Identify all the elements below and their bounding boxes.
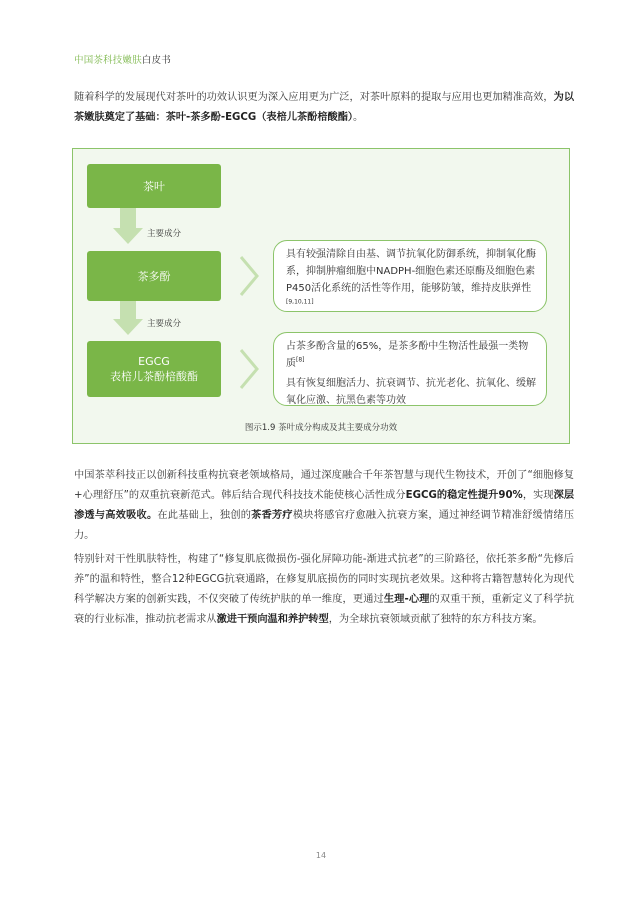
page-number: 14 [315,851,327,860]
p2-text-1: 特别针对干性肌肤特性，构建了“修复肌底微损伤-强化屏障功能-渐进式抗老”的三阶路径，依托茶多酚“先修后养”的温和特性，整合12种EGCG抗衰通路，在修复肌底损伤的同时实现抗老效果。这种将古籍智慧转化为现代科学解决方案的创新实践，不仅突破了传统护肤的单一维度，更通过 [74,554,574,605]
p1-text-3: 在此基础上，独创的 [157,510,252,521]
box-tea-polyphenol-label: 茶多酚 [137,269,171,283]
arrow-label-1: 主要成分 [147,229,182,239]
description-polyphenol-text: 具有较强清除自由基、调节抗氧化防御系统，抑制氧化酶系，抑制肿瘤细胞中NADPH-细胞色素还原酶及细胞色素P450活化系统的活性等作用，能够防皱，维持皮肤弹性 [286,249,536,294]
header-title-dark: 白皮书 [141,55,172,66]
box-egcg-line2: 表棓儿茶酚棓酸酯 [110,370,198,383]
figure-panel [72,148,570,444]
running-header [74,52,171,66]
box-egcg [87,341,221,397]
header-title-green: 中国茶科技嫩肤 [74,55,142,66]
intro-paragraph [74,88,574,128]
p2-bold-1: 生理-心理 [383,594,430,605]
p1-text-2: ，实现 [522,490,554,501]
description-egcg-text1: 占茶多酚含量的65%，是茶多酚中生物活性最强一类物质 [286,341,529,369]
body-paragraph-2 [74,550,574,630]
down-arrow-icon [113,319,143,335]
intro-line1: 随着科学的发展现代对茶叶的功效认识更为深入应用更为广泛，对茶叶原料的提取与应用也更加精准高效， [74,92,554,103]
description-egcg-text2: 具有恢复细胞活力、抗衰调节、抗光老化、抗氧化、缓解氧化应激、抗黑色素等功效 [286,378,536,406]
chevron-right-icon [239,348,259,390]
p1-bold-3: 茶香芳疗 [251,510,293,521]
arrow-stem-2 [120,301,136,319]
p2-text-3: ，为全球抗衰领域贡献了独特的东方科技方案。 [328,614,543,625]
intro-bold: 为以茶嫩肤奠定了基础： [74,92,575,123]
arrow-label-2: 主要成分 [147,319,182,329]
body-paragraph-1 [74,466,574,546]
description-polyphenol-ref: [9,10,11] [286,298,314,306]
p1-text-1: 中国茶萃科技正以创新科技重构抗衰老领域格局，通过深度融合千年茶智慧与现代生物技术，开创了“细胞修复+心理舒压”的双重抗衰新范式。韩后结合现代科技技术能使核心活性成分 [74,470,574,501]
p1-bold-1: EGCG的稳定性提升90% [405,490,523,501]
box-tea-polyphenol [87,251,221,301]
intro-end: 。 [353,112,364,123]
box-tea-leaf [87,164,221,208]
p1-text-4: 模块将感官疗愈融入抗衰方案，通过神经调节精准舒缓情绪压力。 [74,510,575,541]
down-arrow-icon [113,228,143,244]
p2-bold-2: 激进干预向温和养护转型 [216,614,329,625]
figure-caption: 图示1.9 茶叶成分构成及其主要成分功效 [244,423,398,433]
arrow-stem-1 [120,208,136,228]
description-egcg-ref: [8] [296,356,305,364]
intro-bold-chain: 茶叶-茶多酚-EGCG（表棓儿茶酚棓酸酯） [165,112,354,123]
description-egcg [273,332,547,406]
box-tea-leaf-label: 茶叶 [143,179,165,193]
description-polyphenol [273,240,547,312]
p2-text-2: 的双重干预，重新定义了科学抗衰的行业标准，推动抗老需求从 [74,594,575,625]
box-egcg-line1: EGCG [138,355,170,368]
chevron-right-icon [239,255,259,297]
p1-bold-2: 深层渗透与高效吸收。 [74,490,575,521]
